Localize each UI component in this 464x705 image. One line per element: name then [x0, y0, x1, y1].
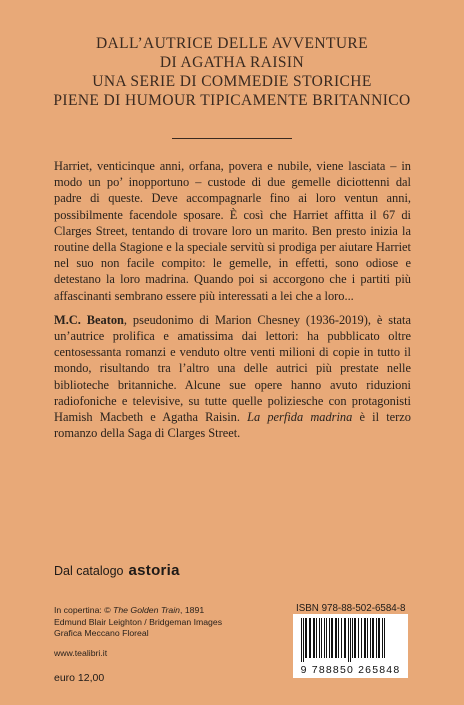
- barcode-bar: [372, 618, 374, 658]
- barcode-bar: [331, 618, 333, 658]
- barcode: [293, 614, 408, 664]
- barcode-bar: [350, 618, 351, 662]
- barcode-bar: [303, 618, 304, 662]
- barcode-bar: [338, 618, 339, 658]
- barcode-bar: [361, 618, 362, 658]
- author-bio-closing: è il terzo romanzo della Saga di Clarges Street.: [54, 410, 411, 441]
- barcode-bar: [384, 618, 385, 658]
- barcode-bar: [335, 618, 337, 658]
- barcode-bar: [352, 618, 353, 658]
- author-bio-paragraph: [54, 312, 411, 442]
- barcode-bar: [348, 618, 349, 662]
- author-bio-text: , pseudonimo di Marion Chesney (1936-2019), è stata un’autrice prolifica e amatissima dai lettori: ha pubblicato oltre centosessanta romanzi e venduto oltre venti milioni di copie in tutto il mondo, risultando tra l’altro una delle autrici più prestate nelle biblioteche britanniche. Alcune sue opere hanno avuto riduzioni radiofoniche e televisive, su tutte quelle poliziesche con protagonisti Hamish Macbeth e Agatha Raisin.: [54, 312, 411, 425]
- barcode-bar: [358, 618, 359, 658]
- price-label: euro 12,00: [54, 672, 105, 684]
- barcode-bar: [370, 618, 371, 658]
- barcode-digits: 9 788850 265848: [293, 664, 408, 678]
- tagline-line-3: UNA SERIE DI COMMEDIE STORICHE: [92, 73, 372, 90]
- tagline-line-1: DALL’AUTRICE DELLE AVVENTURE: [95, 35, 369, 52]
- barcode-bar: [382, 618, 383, 658]
- barcode-bar: [319, 618, 320, 658]
- back-cover-tagline: [0, 34, 464, 110]
- cover-artwork-title: The Golden Train: [113, 605, 181, 615]
- tagline-line-2: DI AGATHA RAISIN: [159, 54, 305, 71]
- barcode-bar: [367, 618, 368, 658]
- synopsis-paragraph: Harriet, venticinque anni, orfana, povera e nubile, viene lasciata – in modo un po’ inopportuno – custode di due gemelle diciottenni dal padre di queste. Deve accompagnarle fino ai loro ventun anni, possibilmente facendole sposare. È così che Harriet affitta il 67 di Clarges Street, tentando di trovare loro un marito. Ben presto inizia la routine della Stagione e la speciale servitù si prodiga per aiutare Harriet nel suo non facile compito: le gemelle, in effetti, sono odiose e detestano la loro madrina. Quando poi si accorgono che i partiti più affascinanti sembrano essere più interessati a lei che a loro...: [54, 159, 411, 303]
- catalog-line: [54, 562, 180, 579]
- tagline-line-4: PIENE DI HUMOUR TIPICAMENTE BRITANNICO: [53, 92, 411, 109]
- barcode-bar: [313, 618, 315, 658]
- publisher-website[interactable]: www.tealibri.it: [54, 648, 108, 658]
- barcode-bar: [354, 618, 356, 658]
- barcode-bar: [326, 618, 327, 658]
- divider-rule: [172, 138, 292, 139]
- back-cover-text: [54, 158, 411, 449]
- credits-line-3: Grafica Meccano Floreal: [54, 628, 149, 638]
- barcode-bars: [293, 614, 408, 664]
- book-title: La perfida madrina: [247, 410, 353, 425]
- barcode-bar: [301, 618, 302, 662]
- barcode-bar: [305, 618, 307, 658]
- isbn-label: ISBN 978-88-502-6584-8: [296, 603, 406, 614]
- barcode-bar: [316, 618, 317, 658]
- credits-line-1: In copertina: © The Golden Train, 1891: [54, 605, 205, 615]
- publisher-logo: astoria: [128, 562, 180, 579]
- barcode-bar: [364, 618, 366, 658]
- barcode-bar: [321, 618, 322, 658]
- barcode-bar: [344, 618, 346, 658]
- credits-line-2: Edmund Blair Leighton / Bridgeman Images: [54, 616, 223, 627]
- barcode-bar: [376, 618, 377, 658]
- barcode-bar: [341, 618, 342, 658]
- barcode-bar: [329, 618, 330, 658]
- catalog-label: Dal catalogo: [54, 564, 124, 578]
- cover-credits: [54, 605, 222, 640]
- barcode-bar: [324, 618, 325, 658]
- barcode-bar: [378, 618, 380, 658]
- author-name: M.C. Beaton: [54, 312, 124, 327]
- barcode-bar: [309, 618, 311, 658]
